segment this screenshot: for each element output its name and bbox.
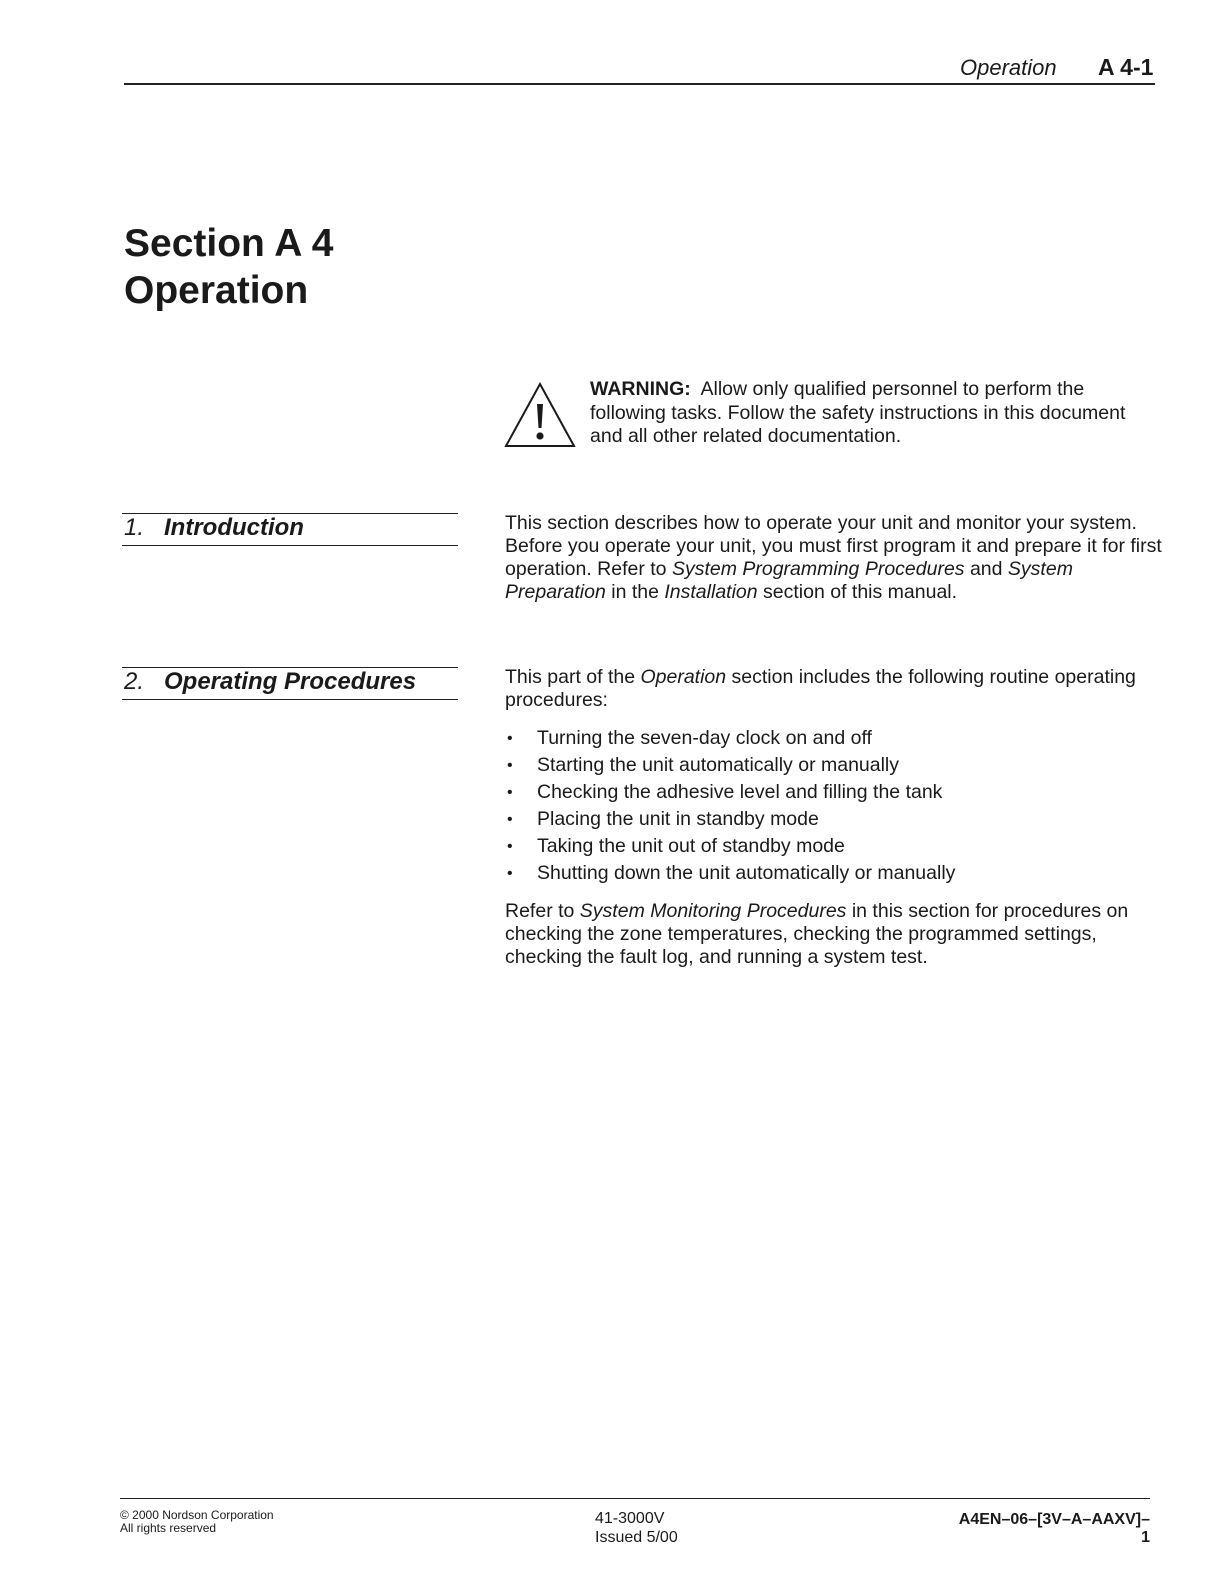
list-item-text: Starting the unit automatically or manually [537, 754, 900, 776]
bullet-icon: • [507, 730, 513, 747]
intro-heading-number: 1. [124, 514, 145, 541]
page-title [124, 220, 334, 314]
header-section-name: Operation [960, 55, 1057, 80]
footer-document-info [595, 1509, 678, 1547]
warning-body: Allow only qualified personnel to perform the following tasks. Follow the safety instructions in this document and all other related documentation. [590, 378, 1126, 447]
intro-text-3: in the [605, 581, 665, 603]
list-item [505, 807, 1165, 834]
intro-heading-bottom-rule [122, 545, 458, 546]
procedures-heading-bottom-rule [122, 699, 458, 700]
intro-text-4: section of this manual. [757, 581, 958, 603]
list-item [505, 753, 1165, 780]
procedures-list [505, 726, 1165, 888]
footer-rights-line: All rights reserved [120, 1521, 217, 1535]
procedures-outro-ref-monitoring: System Monitoring Procedures [579, 900, 847, 922]
title-line-1: Section A 4 [124, 222, 334, 265]
procedures-heading-number: 2. [124, 668, 145, 695]
list-item-text: Taking the unit out of standby mode [537, 835, 845, 857]
footer-copyright [120, 1509, 274, 1535]
bullet-icon: • [507, 865, 513, 882]
list-item-text: Checking the adhesive level and filling the tank [537, 781, 943, 803]
warning-message [590, 378, 1160, 449]
procedures-intro-ref-operation: Operation [640, 666, 727, 688]
header-rule [124, 83, 1155, 85]
intro-text-1: This section describes how to operate your unit and monitor your system. Before you operate your unit, you must first program it and prepare it for first operation. Refer to [505, 512, 1162, 580]
intro-heading-text: Introduction [164, 514, 304, 541]
list-item [505, 861, 1165, 888]
footer-doc-number: 41-3000V [595, 1510, 665, 1527]
bullet-icon: • [507, 784, 513, 801]
warning-label: WARNING: [590, 378, 691, 400]
list-item [505, 726, 1165, 753]
intro-ref-installation: Installation [664, 581, 758, 603]
procedures-outro-text-1: Refer to [505, 900, 580, 922]
procedures-intro-text-1: This part of the [505, 666, 641, 688]
intro-heading [124, 514, 304, 542]
header-page-number: A 4-1 [1098, 54, 1154, 80]
bullet-icon: • [507, 838, 513, 855]
procedures-intro [505, 666, 1165, 712]
list-item [505, 834, 1165, 861]
procedures-outro [505, 900, 1165, 969]
procedures-outro-text-2: in this section for procedures on checking the zone temperatures, checking the programmed settings, checking the fault log, and running a system test. [505, 900, 1129, 968]
list-item-text: Placing the unit in standby mode [537, 808, 819, 830]
list-item-text: Turning the seven-day clock on and off [537, 727, 872, 749]
procedures-heading-text: Operating Procedures [164, 668, 417, 695]
procedures-heading [124, 668, 416, 696]
intro-ref-programming: System Programming Procedures [671, 558, 965, 580]
bullet-icon: • [507, 757, 513, 774]
footer-issued: Issued 5/00 [595, 1529, 678, 1546]
list-item [505, 780, 1165, 807]
bullet-icon: • [507, 811, 513, 828]
footer-doc-code: A4EN–06–[3V–A–AAXV]–1 [958, 1511, 1150, 1546]
intro-ref-preparation: System Preparation [505, 558, 1073, 603]
procedures-intro-text-2: section includes the following routine operating procedures: [505, 666, 1136, 711]
intro-text-2: and [964, 558, 1008, 580]
intro-paragraph [505, 512, 1165, 604]
title-line-2: Operation [124, 269, 309, 312]
footer-copyright-line: © 2000 Nordson Corporation [120, 1508, 274, 1522]
list-item-text: Shutting down the unit automatically or manually [537, 862, 956, 884]
footer-rule [120, 1498, 1150, 1499]
warning-triangle-icon [504, 382, 576, 448]
